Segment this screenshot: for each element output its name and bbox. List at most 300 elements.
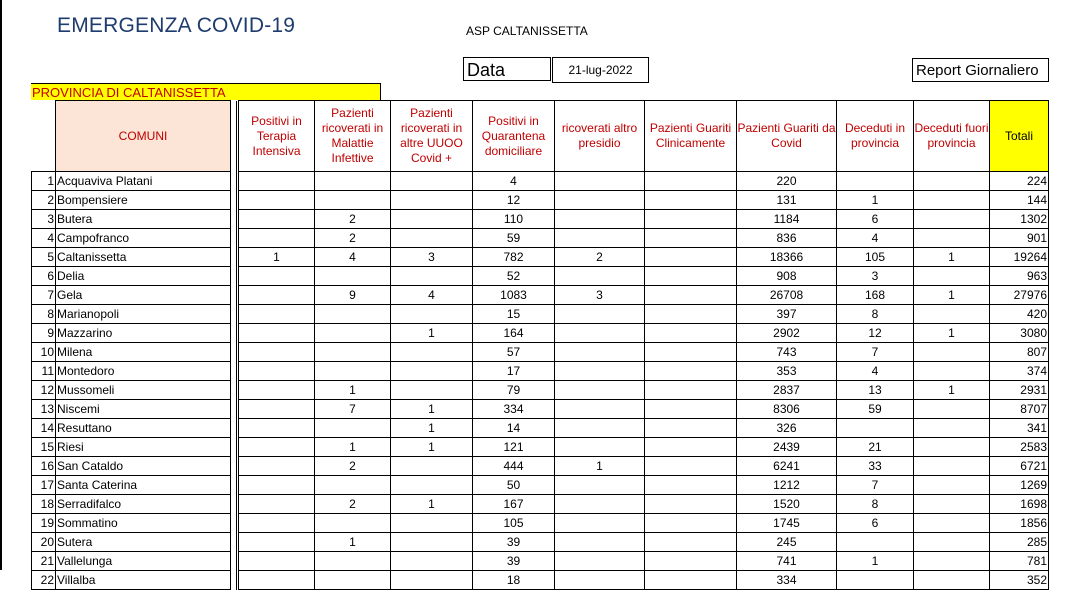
cell-totali: 901 <box>990 229 1049 248</box>
cell-deceduti-provincia: 4 <box>837 362 914 381</box>
table-row <box>32 324 1049 343</box>
cell-guariti-clinicamente <box>645 419 737 438</box>
table-row <box>32 172 1049 191</box>
cell-altre-uuoo: 1 <box>391 495 473 514</box>
cell-malattie-infettive: 2 <box>315 457 391 476</box>
cell-quarantena: 12 <box>473 191 555 210</box>
column-header: Totali <box>990 101 1049 172</box>
cell-totali: 1302 <box>990 210 1049 229</box>
table-row <box>32 286 1049 305</box>
cell-altre-uuoo <box>391 533 473 552</box>
cell-malattie-infettive <box>315 343 391 362</box>
comune-name: Sutera <box>56 533 231 552</box>
cell-guariti-clinicamente <box>645 457 737 476</box>
column-header: ricoverati altro presidio <box>555 101 645 172</box>
cell-altro-presidio <box>555 419 645 438</box>
cell-totali: 2931 <box>990 381 1049 400</box>
cell-guariti-covid: 1520 <box>737 495 837 514</box>
cell-guariti-clinicamente <box>645 400 737 419</box>
comune-name: Niscemi <box>56 400 231 419</box>
cell-guariti-clinicamente <box>645 343 737 362</box>
table-row <box>32 476 1049 495</box>
cell-guariti-clinicamente <box>645 324 737 343</box>
table-header-row <box>32 101 1049 172</box>
comune-name: Serradifalco <box>56 495 231 514</box>
table-body <box>32 172 1049 590</box>
cell-deceduti-provincia: 7 <box>837 476 914 495</box>
cell-altro-presidio <box>555 381 645 400</box>
cell-guariti-clinicamente <box>645 533 737 552</box>
row-index: 17 <box>32 476 56 495</box>
cell-guariti-covid: 2837 <box>737 381 837 400</box>
cell-guariti-covid: 1184 <box>737 210 837 229</box>
cell-altre-uuoo <box>391 229 473 248</box>
comune-name: Santa Caterina <box>56 476 231 495</box>
cell-malattie-infettive <box>315 571 391 590</box>
row-index: 18 <box>32 495 56 514</box>
cell-altro-presidio <box>555 476 645 495</box>
cell-guariti-covid: 1745 <box>737 514 837 533</box>
column-header: Pazienti ricoverati in altre UUOO Covid + <box>391 101 473 172</box>
cell-quarantena: 334 <box>473 400 555 419</box>
cell-deceduti-fuori <box>914 514 990 533</box>
table-row <box>32 457 1049 476</box>
cell-altre-uuoo <box>391 362 473 381</box>
cell-altro-presidio <box>555 210 645 229</box>
cell-altro-presidio <box>555 438 645 457</box>
cell-guariti-covid: 131 <box>737 191 837 210</box>
cell-deceduti-fuori: 1 <box>914 381 990 400</box>
report-label: Report Giornaliero <box>912 58 1049 82</box>
cell-deceduti-fuori <box>914 476 990 495</box>
cell-guariti-covid: 353 <box>737 362 837 381</box>
row-index: 15 <box>32 438 56 457</box>
table-row <box>32 229 1049 248</box>
cell-quarantena: 39 <box>473 552 555 571</box>
cell-quarantena: 52 <box>473 267 555 286</box>
cell-malattie-infettive: 9 <box>315 286 391 305</box>
cell-malattie-infettive <box>315 362 391 381</box>
cell-deceduti-provincia: 8 <box>837 495 914 514</box>
column-header: Pazienti Guariti da Covid <box>737 101 837 172</box>
cell-quarantena: 79 <box>473 381 555 400</box>
cell-altre-uuoo: 4 <box>391 286 473 305</box>
cell-totali: 144 <box>990 191 1049 210</box>
cell-altre-uuoo <box>391 457 473 476</box>
cell-deceduti-fuori <box>914 362 990 381</box>
cell-totali: 27976 <box>990 286 1049 305</box>
asp-label: ASP CALTANISSETTA <box>466 24 588 38</box>
cell-deceduti-fuori <box>914 533 990 552</box>
cell-totali: 19264 <box>990 248 1049 267</box>
cell-deceduti-provincia: 21 <box>837 438 914 457</box>
table-row <box>32 533 1049 552</box>
cell-terapia-intensiva <box>239 533 315 552</box>
cell-malattie-infettive <box>315 305 391 324</box>
cell-quarantena: 14 <box>473 419 555 438</box>
cell-guariti-covid: 836 <box>737 229 837 248</box>
cell-guariti-clinicamente <box>645 191 737 210</box>
cell-altre-uuoo <box>391 476 473 495</box>
cell-quarantena: 39 <box>473 533 555 552</box>
cell-deceduti-provincia <box>837 419 914 438</box>
table-row <box>32 419 1049 438</box>
cell-deceduti-fuori <box>914 172 990 191</box>
comune-name: Sommatino <box>56 514 231 533</box>
cell-malattie-infettive: 1 <box>315 438 391 457</box>
cell-altre-uuoo <box>391 552 473 571</box>
cell-altro-presidio <box>555 514 645 533</box>
table-row <box>32 305 1049 324</box>
comune-name: Resuttano <box>56 419 231 438</box>
row-index: 21 <box>32 552 56 571</box>
column-header: Deceduti fuori provincia <box>914 101 990 172</box>
cell-altre-uuoo <box>391 381 473 400</box>
cell-guariti-covid: 6241 <box>737 457 837 476</box>
cell-guariti-covid: 397 <box>737 305 837 324</box>
comune-name: Butera <box>56 210 231 229</box>
cell-totali: 224 <box>990 172 1049 191</box>
cell-altro-presidio <box>555 191 645 210</box>
cell-totali: 3080 <box>990 324 1049 343</box>
cell-guariti-covid: 2902 <box>737 324 837 343</box>
cell-guariti-covid: 326 <box>737 419 837 438</box>
row-index: 2 <box>32 191 56 210</box>
cell-altre-uuoo: 1 <box>391 438 473 457</box>
cell-guariti-covid: 743 <box>737 343 837 362</box>
cell-terapia-intensiva <box>239 286 315 305</box>
table-row <box>32 438 1049 457</box>
cell-malattie-infettive <box>315 324 391 343</box>
row-index: 1 <box>32 172 56 191</box>
cell-terapia-intensiva: 1 <box>239 248 315 267</box>
cell-guariti-covid: 908 <box>737 267 837 286</box>
cell-quarantena: 1083 <box>473 286 555 305</box>
sheet-left-border <box>0 0 2 570</box>
cell-totali: 781 <box>990 552 1049 571</box>
table-row <box>32 552 1049 571</box>
cell-totali: 963 <box>990 267 1049 286</box>
cell-altro-presidio <box>555 495 645 514</box>
cell-deceduti-fuori <box>914 400 990 419</box>
table-row <box>32 267 1049 286</box>
cell-altro-presidio: 3 <box>555 286 645 305</box>
cell-guariti-clinicamente <box>645 210 737 229</box>
cell-guariti-clinicamente <box>645 476 737 495</box>
cell-terapia-intensiva <box>239 362 315 381</box>
cell-guariti-clinicamente <box>645 381 737 400</box>
cell-deceduti-provincia: 3 <box>837 267 914 286</box>
row-index: 14 <box>32 419 56 438</box>
row-index: 16 <box>32 457 56 476</box>
cell-terapia-intensiva <box>239 438 315 457</box>
cell-altre-uuoo <box>391 571 473 590</box>
cell-guariti-clinicamente <box>645 438 737 457</box>
cell-deceduti-fuori <box>914 495 990 514</box>
cell-deceduti-provincia: 168 <box>837 286 914 305</box>
cell-malattie-infettive: 4 <box>315 248 391 267</box>
cell-terapia-intensiva <box>239 495 315 514</box>
table-row <box>32 248 1049 267</box>
cell-malattie-infettive: 1 <box>315 381 391 400</box>
comune-name: Caltanissetta <box>56 248 231 267</box>
row-index: 10 <box>32 343 56 362</box>
cell-guariti-clinicamente <box>645 286 737 305</box>
comune-name: Riesi <box>56 438 231 457</box>
cell-terapia-intensiva <box>239 571 315 590</box>
cell-altro-presidio: 1 <box>555 457 645 476</box>
table-row <box>32 514 1049 533</box>
cell-terapia-intensiva <box>239 229 315 248</box>
cell-guariti-clinicamente <box>645 514 737 533</box>
cell-altro-presidio <box>555 552 645 571</box>
cell-altro-presidio: 2 <box>555 248 645 267</box>
cell-guariti-covid: 245 <box>737 533 837 552</box>
cell-totali: 807 <box>990 343 1049 362</box>
cell-totali: 352 <box>990 571 1049 590</box>
cell-altre-uuoo: 1 <box>391 419 473 438</box>
comune-name: Montedoro <box>56 362 231 381</box>
cell-quarantena: 167 <box>473 495 555 514</box>
cell-altre-uuoo: 3 <box>391 248 473 267</box>
cell-guariti-clinicamente <box>645 495 737 514</box>
cell-terapia-intensiva <box>239 552 315 571</box>
cell-totali: 285 <box>990 533 1049 552</box>
table-row <box>32 343 1049 362</box>
cell-malattie-infettive <box>315 191 391 210</box>
cell-altro-presidio <box>555 362 645 381</box>
cell-altre-uuoo <box>391 172 473 191</box>
cell-deceduti-provincia: 59 <box>837 400 914 419</box>
cell-altro-presidio <box>555 533 645 552</box>
page-title: EMERGENZA COVID-19 <box>57 14 296 37</box>
cell-guariti-covid: 334 <box>737 571 837 590</box>
cell-guariti-covid: 8306 <box>737 400 837 419</box>
cell-altro-presidio <box>555 267 645 286</box>
table-row <box>32 571 1049 590</box>
cell-terapia-intensiva <box>239 343 315 362</box>
cell-deceduti-fuori <box>914 571 990 590</box>
cell-totali: 1856 <box>990 514 1049 533</box>
column-header: Positivi in Terapia Intensiva <box>239 101 315 172</box>
cell-malattie-infettive <box>315 419 391 438</box>
comune-name: Marianopoli <box>56 305 231 324</box>
row-index: 7 <box>32 286 56 305</box>
row-index: 5 <box>32 248 56 267</box>
cell-guariti-clinicamente <box>645 267 737 286</box>
cell-deceduti-fuori: 1 <box>914 324 990 343</box>
table-row <box>32 381 1049 400</box>
cell-altre-uuoo <box>391 210 473 229</box>
cell-totali: 374 <box>990 362 1049 381</box>
column-header: Pazienti Guariti Clinicamente <box>645 101 737 172</box>
cell-altre-uuoo <box>391 305 473 324</box>
cell-terapia-intensiva <box>239 419 315 438</box>
table-row <box>32 400 1049 419</box>
cell-deceduti-fuori <box>914 267 990 286</box>
cell-terapia-intensiva <box>239 305 315 324</box>
comune-name: Acquaviva Platani <box>56 172 231 191</box>
cell-quarantena: 57 <box>473 343 555 362</box>
cell-deceduti-fuori: 1 <box>914 248 990 267</box>
row-index: 12 <box>32 381 56 400</box>
cell-malattie-infettive: 2 <box>315 229 391 248</box>
cell-totali: 420 <box>990 305 1049 324</box>
cell-deceduti-provincia: 1 <box>837 552 914 571</box>
cell-deceduti-provincia: 33 <box>837 457 914 476</box>
cell-totali: 1269 <box>990 476 1049 495</box>
cell-deceduti-fuori <box>914 457 990 476</box>
cell-totali: 2583 <box>990 438 1049 457</box>
cell-totali: 6721 <box>990 457 1049 476</box>
cell-deceduti-fuori <box>914 419 990 438</box>
cell-altro-presidio <box>555 172 645 191</box>
comune-name: Gela <box>56 286 231 305</box>
cell-guariti-covid: 26708 <box>737 286 837 305</box>
column-header: Pazienti ricoverati in Malattie Infettive <box>315 101 391 172</box>
cell-quarantena: 50 <box>473 476 555 495</box>
cell-deceduti-provincia <box>837 571 914 590</box>
cell-altre-uuoo <box>391 514 473 533</box>
cell-altro-presidio <box>555 400 645 419</box>
cell-malattie-infettive: 1 <box>315 533 391 552</box>
cell-terapia-intensiva <box>239 210 315 229</box>
comune-name: Milena <box>56 343 231 362</box>
cell-totali: 8707 <box>990 400 1049 419</box>
cell-altro-presidio <box>555 571 645 590</box>
cell-deceduti-provincia: 6 <box>837 210 914 229</box>
cell-malattie-infettive <box>315 514 391 533</box>
comune-name: San Cataldo <box>56 457 231 476</box>
cell-terapia-intensiva <box>239 191 315 210</box>
cell-quarantena: 782 <box>473 248 555 267</box>
cell-totali: 341 <box>990 419 1049 438</box>
cell-deceduti-provincia: 105 <box>837 248 914 267</box>
cell-deceduti-provincia: 6 <box>837 514 914 533</box>
cell-deceduti-fuori <box>914 438 990 457</box>
cell-deceduti-fuori <box>914 191 990 210</box>
cell-quarantena: 15 <box>473 305 555 324</box>
cell-guariti-clinicamente <box>645 571 737 590</box>
cell-guariti-clinicamente <box>645 552 737 571</box>
table-row <box>32 191 1049 210</box>
index-header <box>32 101 56 172</box>
cell-terapia-intensiva <box>239 476 315 495</box>
cell-terapia-intensiva <box>239 172 315 191</box>
cell-deceduti-provincia: 1 <box>837 191 914 210</box>
cell-terapia-intensiva <box>239 381 315 400</box>
covid-table <box>31 100 1049 590</box>
cell-guariti-covid: 18366 <box>737 248 837 267</box>
cell-guariti-covid: 2439 <box>737 438 837 457</box>
column-header: Positivi in Quarantena domiciliare <box>473 101 555 172</box>
cell-deceduti-provincia <box>837 533 914 552</box>
table-row <box>32 362 1049 381</box>
cell-totali: 1698 <box>990 495 1049 514</box>
cell-malattie-infettive: 2 <box>315 210 391 229</box>
cell-terapia-intensiva <box>239 457 315 476</box>
table-row <box>32 495 1049 514</box>
cell-deceduti-fuori: 1 <box>914 286 990 305</box>
province-banner: PROVINCIA DI CALTANISSETTA <box>31 83 381 100</box>
cell-deceduti-fuori <box>914 552 990 571</box>
cell-malattie-infettive <box>315 267 391 286</box>
cell-altre-uuoo <box>391 267 473 286</box>
comune-name: Villalba <box>56 571 231 590</box>
cell-guariti-clinicamente <box>645 305 737 324</box>
cell-quarantena: 110 <box>473 210 555 229</box>
cell-quarantena: 444 <box>473 457 555 476</box>
comune-name: Mazzarino <box>56 324 231 343</box>
cell-malattie-infettive: 2 <box>315 495 391 514</box>
row-index: 22 <box>32 571 56 590</box>
cell-terapia-intensiva <box>239 514 315 533</box>
cell-deceduti-provincia: 4 <box>837 229 914 248</box>
cell-guariti-clinicamente <box>645 172 737 191</box>
row-index: 6 <box>32 267 56 286</box>
cell-deceduti-provincia: 8 <box>837 305 914 324</box>
cell-deceduti-provincia: 7 <box>837 343 914 362</box>
cell-quarantena: 164 <box>473 324 555 343</box>
row-index: 13 <box>32 400 56 419</box>
cell-guariti-clinicamente <box>645 362 737 381</box>
cell-quarantena: 59 <box>473 229 555 248</box>
date-label: Data <box>463 57 551 81</box>
cell-guariti-clinicamente <box>645 229 737 248</box>
cell-quarantena: 121 <box>473 438 555 457</box>
comune-name: Mussomeli <box>56 381 231 400</box>
row-index: 19 <box>32 514 56 533</box>
cell-malattie-infettive <box>315 552 391 571</box>
column-header: Deceduti in provincia <box>837 101 914 172</box>
cell-guariti-covid: 220 <box>737 172 837 191</box>
row-index: 3 <box>32 210 56 229</box>
cell-quarantena: 105 <box>473 514 555 533</box>
cell-malattie-infettive <box>315 172 391 191</box>
cell-deceduti-fuori <box>914 343 990 362</box>
cell-quarantena: 17 <box>473 362 555 381</box>
cell-deceduti-provincia <box>837 172 914 191</box>
cell-deceduti-provincia: 13 <box>837 381 914 400</box>
cell-terapia-intensiva <box>239 324 315 343</box>
date-value: 21-lug-2022 <box>552 57 649 83</box>
row-index: 4 <box>32 229 56 248</box>
row-index: 8 <box>32 305 56 324</box>
cell-guariti-covid: 1212 <box>737 476 837 495</box>
cell-quarantena: 4 <box>473 172 555 191</box>
cell-altre-uuoo: 1 <box>391 400 473 419</box>
row-index: 9 <box>32 324 56 343</box>
row-index: 20 <box>32 533 56 552</box>
cell-altro-presidio <box>555 229 645 248</box>
cell-guariti-covid: 741 <box>737 552 837 571</box>
comune-name: Delia <box>56 267 231 286</box>
cell-altre-uuoo: 1 <box>391 324 473 343</box>
cell-terapia-intensiva <box>239 267 315 286</box>
comune-name: Campofranco <box>56 229 231 248</box>
cell-deceduti-fuori <box>914 229 990 248</box>
cell-altro-presidio <box>555 343 645 362</box>
cell-malattie-infettive <box>315 476 391 495</box>
cell-deceduti-provincia: 12 <box>837 324 914 343</box>
cell-deceduti-fuori <box>914 210 990 229</box>
comune-name: Bompensiere <box>56 191 231 210</box>
cell-terapia-intensiva <box>239 400 315 419</box>
column-header: COMUNI <box>56 101 231 172</box>
cell-altre-uuoo <box>391 191 473 210</box>
cell-deceduti-fuori <box>914 305 990 324</box>
comune-name: Vallelunga <box>56 552 231 571</box>
